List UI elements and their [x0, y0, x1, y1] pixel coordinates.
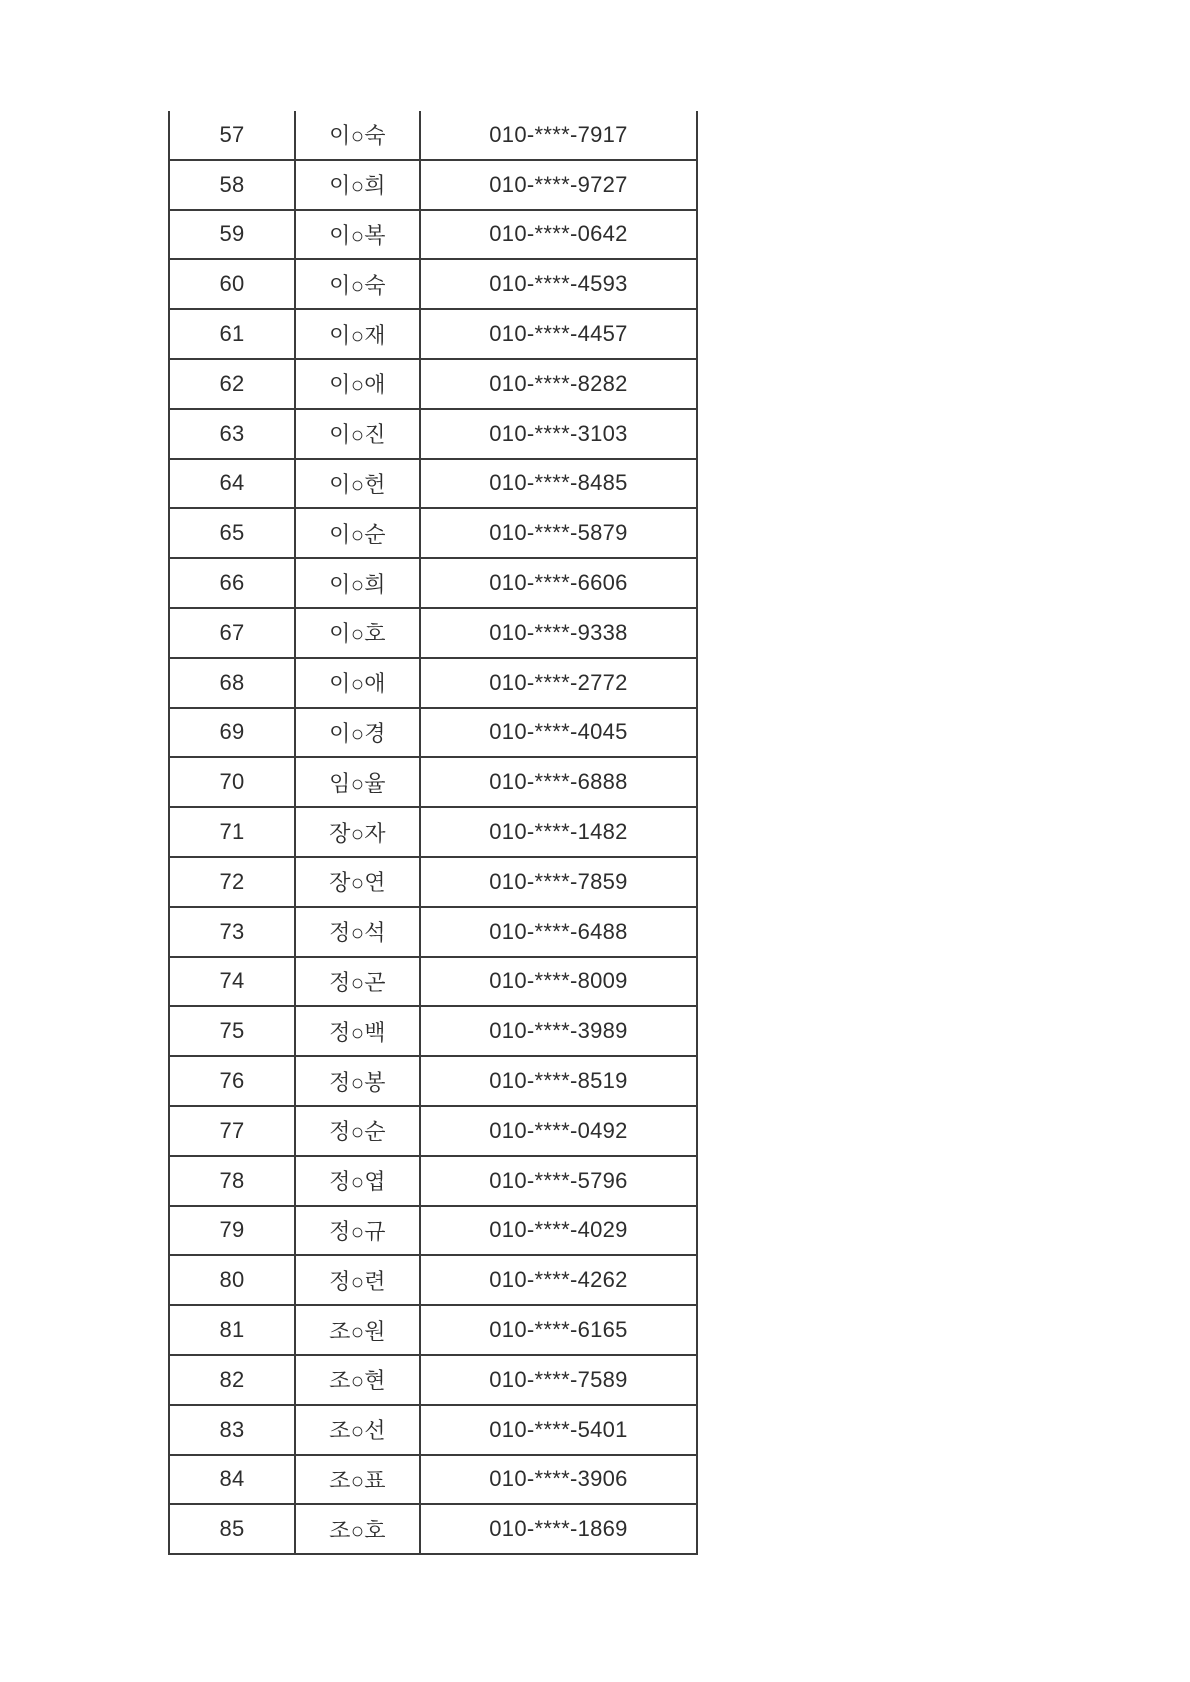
masked-name-cell: 이○복	[295, 210, 420, 260]
roster-table-body	[169, 111, 697, 1554]
masked-phone-cell: 010-****-8519	[420, 1056, 697, 1106]
masked-name-cell: 조○현	[295, 1355, 420, 1405]
masked-name-cell: 이○순	[295, 508, 420, 558]
masked-phone-cell: 010-****-2772	[420, 658, 697, 708]
masked-phone-cell: 010-****-0642	[420, 210, 697, 260]
table-row	[169, 757, 697, 807]
masked-name-cell: 이○경	[295, 708, 420, 758]
masked-phone-cell: 010-****-8485	[420, 459, 697, 509]
row-number-cell: 75	[169, 1006, 295, 1056]
row-number-cell: 82	[169, 1355, 295, 1405]
masked-name-cell: 임○율	[295, 757, 420, 807]
masked-phone-cell: 010-****-8282	[420, 359, 697, 409]
masked-phone-cell: 010-****-5796	[420, 1156, 697, 1206]
masked-name-cell: 이○애	[295, 359, 420, 409]
masked-name-cell: 이○숙	[295, 111, 420, 160]
row-number-cell: 80	[169, 1255, 295, 1305]
masked-phone-cell: 010-****-4457	[420, 309, 697, 359]
table-row	[169, 309, 697, 359]
masked-phone-cell: 010-****-3906	[420, 1455, 697, 1505]
masked-name-cell: 이○헌	[295, 459, 420, 509]
masked-name-cell: 이○진	[295, 409, 420, 459]
row-number-cell: 64	[169, 459, 295, 509]
table-row	[169, 558, 697, 608]
table-row	[169, 1206, 697, 1256]
masked-phone-cell: 010-****-1869	[420, 1504, 697, 1554]
row-number-cell: 79	[169, 1206, 295, 1256]
table-row	[169, 807, 697, 857]
table-row	[169, 1156, 697, 1206]
row-number-cell: 68	[169, 658, 295, 708]
masked-phone-cell: 010-****-4029	[420, 1206, 697, 1256]
masked-phone-cell: 010-****-6606	[420, 558, 697, 608]
table-row	[169, 957, 697, 1007]
row-number-cell: 58	[169, 160, 295, 210]
masked-name-cell: 정○련	[295, 1255, 420, 1305]
row-number-cell: 69	[169, 708, 295, 758]
table-row	[169, 658, 697, 708]
row-number-cell: 63	[169, 409, 295, 459]
masked-phone-cell: 010-****-5401	[420, 1405, 697, 1455]
masked-name-cell: 이○희	[295, 160, 420, 210]
masked-phone-cell: 010-****-0492	[420, 1106, 697, 1156]
row-number-cell: 85	[169, 1504, 295, 1554]
masked-name-cell: 조○원	[295, 1305, 420, 1355]
masked-name-cell: 이○호	[295, 608, 420, 658]
row-number-cell: 81	[169, 1305, 295, 1355]
masked-phone-cell: 010-****-6888	[420, 757, 697, 807]
row-number-cell: 84	[169, 1455, 295, 1505]
table-row	[169, 409, 697, 459]
table-row	[169, 210, 697, 260]
masked-phone-cell: 010-****-7917	[420, 111, 697, 160]
table-row	[169, 1305, 697, 1355]
row-number-cell: 72	[169, 857, 295, 907]
row-number-cell: 66	[169, 558, 295, 608]
row-number-cell: 60	[169, 259, 295, 309]
table-row	[169, 1006, 697, 1056]
row-number-cell: 83	[169, 1405, 295, 1455]
masked-phone-cell: 010-****-9338	[420, 608, 697, 658]
table-row	[169, 1504, 697, 1554]
masked-name-cell: 이○애	[295, 658, 420, 708]
row-number-cell: 62	[169, 359, 295, 409]
masked-phone-cell: 010-****-6488	[420, 907, 697, 957]
table-row	[169, 259, 697, 309]
row-number-cell: 65	[169, 508, 295, 558]
masked-name-cell: 조○호	[295, 1504, 420, 1554]
table-row	[169, 608, 697, 658]
table-row	[169, 359, 697, 409]
table-row	[169, 508, 697, 558]
row-number-cell: 74	[169, 957, 295, 1007]
masked-phone-cell: 010-****-4045	[420, 708, 697, 758]
masked-phone-cell: 010-****-5879	[420, 508, 697, 558]
table-row	[169, 1255, 697, 1305]
masked-phone-cell: 010-****-9727	[420, 160, 697, 210]
masked-name-cell: 정○석	[295, 907, 420, 957]
table-row	[169, 1405, 697, 1455]
row-number-cell: 67	[169, 608, 295, 658]
masked-name-cell: 장○연	[295, 857, 420, 907]
masked-name-cell: 조○선	[295, 1405, 420, 1455]
masked-name-cell: 정○곤	[295, 957, 420, 1007]
row-number-cell: 78	[169, 1156, 295, 1206]
masked-name-cell: 이○재	[295, 309, 420, 359]
masked-name-cell: 정○백	[295, 1006, 420, 1056]
table-row	[169, 1056, 697, 1106]
table-row	[169, 857, 697, 907]
masked-phone-cell: 010-****-3989	[420, 1006, 697, 1056]
masked-phone-cell: 010-****-1482	[420, 807, 697, 857]
table-row	[169, 111, 697, 160]
row-number-cell: 59	[169, 210, 295, 260]
masked-phone-cell: 010-****-7589	[420, 1355, 697, 1405]
table-row	[169, 1355, 697, 1405]
table-row	[169, 907, 697, 957]
masked-name-cell: 장○자	[295, 807, 420, 857]
masked-phone-cell: 010-****-8009	[420, 957, 697, 1007]
masked-name-cell: 정○순	[295, 1106, 420, 1156]
masked-name-cell: 이○숙	[295, 259, 420, 309]
row-number-cell: 73	[169, 907, 295, 957]
masked-phone-cell: 010-****-6165	[420, 1305, 697, 1355]
masked-phone-cell: 010-****-7859	[420, 857, 697, 907]
row-number-cell: 61	[169, 309, 295, 359]
masked-name-cell: 정○봉	[295, 1056, 420, 1106]
table-row	[169, 160, 697, 210]
row-number-cell: 71	[169, 807, 295, 857]
table-row	[169, 1106, 697, 1156]
table-row	[169, 1455, 697, 1505]
table-row	[169, 459, 697, 509]
masked-name-cell: 정○엽	[295, 1156, 420, 1206]
row-number-cell: 77	[169, 1106, 295, 1156]
masked-phone-cell: 010-****-4593	[420, 259, 697, 309]
table-row	[169, 708, 697, 758]
masked-phone-cell: 010-****-4262	[420, 1255, 697, 1305]
masked-roster-table	[168, 111, 698, 1555]
masked-name-cell: 이○희	[295, 558, 420, 608]
row-number-cell: 70	[169, 757, 295, 807]
masked-name-cell: 정○규	[295, 1206, 420, 1256]
masked-phone-cell: 010-****-3103	[420, 409, 697, 459]
masked-name-cell: 조○표	[295, 1455, 420, 1505]
row-number-cell: 57	[169, 111, 295, 160]
row-number-cell: 76	[169, 1056, 295, 1106]
